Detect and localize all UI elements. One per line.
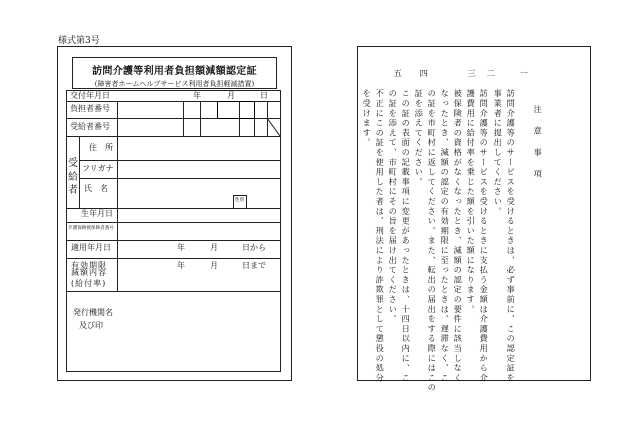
notes-card xyxy=(357,46,591,393)
certificate-title-box xyxy=(72,57,277,89)
note-3-line-2: なったとき、減額の認定の有効期限に至ったときは、遅滞なく、こ xyxy=(440,89,451,383)
expiry-date-label: 有効期限 xyxy=(71,261,107,270)
sex-label: 性別 xyxy=(235,198,244,203)
note-number-2: 二 xyxy=(486,69,497,79)
certificate-title: 訪問介護等利用者負担額減額認定証 xyxy=(92,66,257,77)
issuer-label-line2: 及び印 xyxy=(79,321,103,330)
start-date-year: 年 xyxy=(177,243,185,252)
address-label: 住 所 xyxy=(89,143,113,152)
note-number-4: 四 xyxy=(419,69,430,79)
reduction-label: 減額内容 xyxy=(71,268,107,277)
note-1-line-1: 訪問介護等のサービスを受けるときは、必ず事前に、この認定証を xyxy=(506,89,517,383)
expiry-date-suffix: 日まで xyxy=(242,261,266,270)
insured-number-label: 介護保険被保険者番号 xyxy=(68,226,114,231)
note-2-line-1: 訪問介護等のサービスを受けるときに支払う金額は介護費用から介 xyxy=(479,89,490,383)
note-3-line-4: 証を添えてください。 xyxy=(414,89,425,187)
form-number: 様式第3号 xyxy=(58,36,100,46)
certificate-subtitle: (障害者ホームヘルプサービス利用者負担軽減措置) xyxy=(94,80,255,88)
expiry-date-year: 年 xyxy=(177,261,185,270)
note-3-line-3: の証を市町村に返してください。また、転出の届出をする際にはこの xyxy=(427,89,438,393)
issuer-label-line1: 発行機関名 xyxy=(73,308,113,317)
certificate-table xyxy=(66,90,281,372)
note-5-line-1: 不正にこの証を使用した者は、刑法により詐欺罪として懲役の処分 xyxy=(375,89,386,383)
start-date-label: 適用年月日 xyxy=(71,243,111,252)
note-5-line-2: を受けます。 xyxy=(362,89,373,148)
recipient-group-label: 受給者 xyxy=(68,158,78,196)
diagonal-mark xyxy=(267,118,280,136)
note-4-line-2: の証を添えて、市町村にその旨を届け出てください。 xyxy=(388,89,399,325)
birth-date-label: 生年月日 xyxy=(81,209,113,218)
notes-heading: 注 意 事 項 xyxy=(533,105,544,180)
reduction-rate-label: (給付率) xyxy=(71,279,107,288)
payer-number-label: 負担者番号 xyxy=(70,104,110,113)
issue-date-month: 月 xyxy=(227,91,235,100)
note-4-line-1: この証の表面の記載事項に変更があったときは、十四日以内に、こ xyxy=(401,89,412,383)
note-3-line-1: 被保険者の資格がなくなったとき、減額の認定の要件に該当しなく xyxy=(453,89,464,383)
start-date-month: 月 xyxy=(210,243,218,252)
issue-date-label: 交付年月日 xyxy=(70,91,110,100)
start-date-suffix: 日から xyxy=(242,243,266,252)
note-number-5: 五 xyxy=(393,69,404,79)
note-2-line-2: 護費用に給付率を乗じた額を引いた額になります。 xyxy=(466,89,477,315)
note-1-line-2: 事業者に提出してください。 xyxy=(493,89,504,217)
recipient-number-label: 受給者番号 xyxy=(70,122,110,131)
name-label: 氏 名 xyxy=(84,184,108,193)
issue-date-year: 年 xyxy=(193,91,201,100)
issue-date-day: 日 xyxy=(260,91,268,100)
expiry-date-month: 月 xyxy=(210,261,218,270)
furigana-label: フリガナ xyxy=(82,164,114,173)
note-number-3: 三 xyxy=(467,69,478,79)
note-number-1: 一 xyxy=(519,69,530,79)
